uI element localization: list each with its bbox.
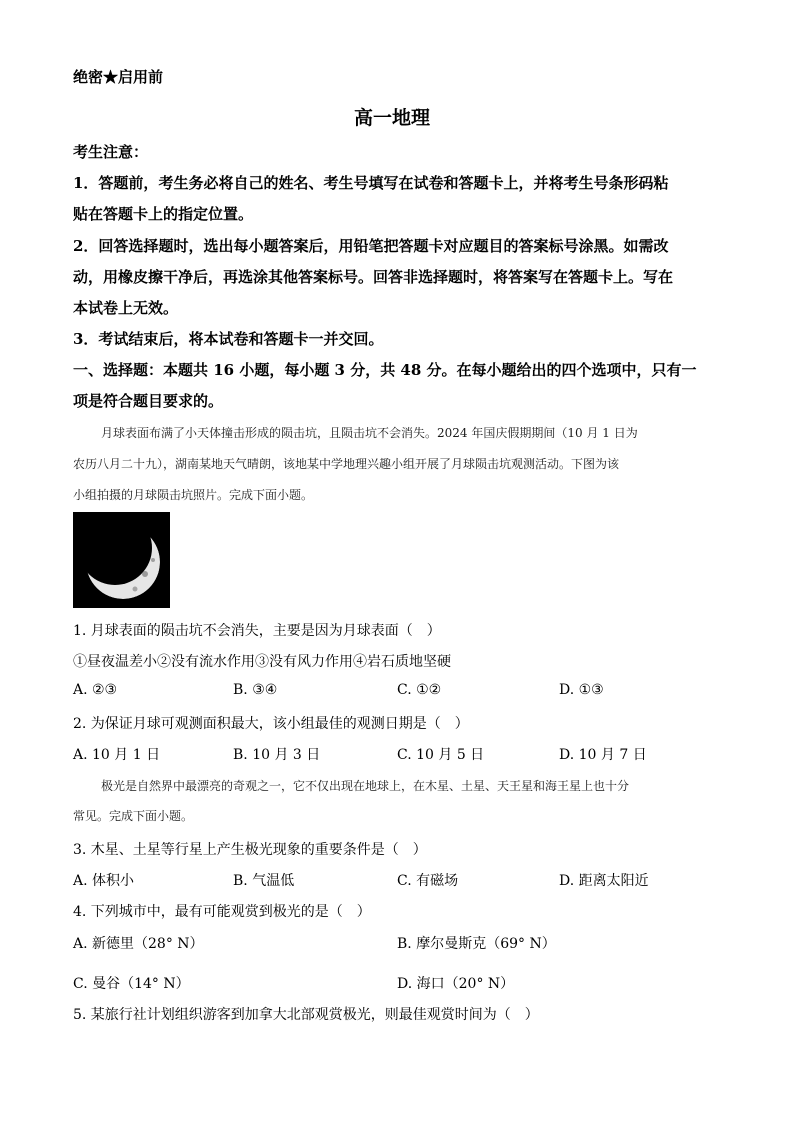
notice-item-1-line-2: 贴在答题卡上的指定位置。 — [73, 205, 254, 223]
notice-item-3: 3．考试结束后，将本试卷和答题卡一并交回。 — [73, 330, 384, 348]
question-1-option-b[interactable]: B. ③④ — [233, 682, 278, 698]
question-4-stem: 4. 下列城市中，最有可能观赏到极光的是（ ） — [73, 904, 371, 920]
question-4-option-d[interactable]: D. 海口（20° N） — [397, 976, 515, 992]
moon-crater-photo — [73, 512, 170, 608]
question-3-option-a[interactable]: A. 体积小 — [73, 873, 135, 889]
question-3-option-b[interactable]: B. 气温低 — [233, 873, 295, 889]
section-heading-line-2: 项是符合题目要求的。 — [73, 392, 224, 410]
question-4-option-b[interactable]: B. 摩尔曼斯克（69° N） — [397, 936, 556, 952]
question-1-stem: 1. 月球表面的陨击坑不会消失，主要是因为月球表面（ ） — [73, 623, 441, 639]
question-1-statements: ①昼夜温差小②没有流水作用③没有风力作用④岩石质地坚硬 — [73, 654, 451, 670]
question-2-option-c[interactable]: C. 10 月 5 日 — [397, 747, 485, 763]
question-4-option-a[interactable]: A. 新德里（28° N） — [73, 936, 204, 952]
question-4-option-c[interactable]: C. 曼谷（14° N） — [73, 976, 190, 992]
section-heading-line-1: 一、选择题：本题共 16 小题，每小题 3 分，共 48 分。在每小题给出的四个选项中，只有一 — [73, 361, 697, 379]
material-2-line-2: 常见。完成下面小题。 — [73, 809, 194, 823]
question-1-option-a[interactable]: A. ②③ — [73, 682, 118, 698]
question-2-option-d[interactable]: D. 10 月 7 日 — [559, 747, 647, 763]
page-title: 高一地理 — [354, 107, 431, 129]
question-3-option-c[interactable]: C. 有磁场 — [397, 873, 459, 889]
question-3-stem: 3. 木星、土星等行星上产生极光现象的重要条件是（ ） — [73, 842, 427, 858]
notice-item-2-line-1: 2．回答选择题时，选出每小题答案后，用铅笔把答题卡对应题目的答案标号涂黑。如需改 — [73, 237, 669, 255]
material-1-line-1: 月球表面布满了小天体撞击形成的陨击坑，且陨击坑不会消失。2024 年国庆假期期间（10 月 1 日为 — [101, 426, 638, 440]
question-2-stem: 2. 为保证月球可观测面积最大，该小组最佳的观测日期是（ ） — [73, 716, 469, 732]
notice-item-1-line-1: 1．答题前，考生务必将自己的姓名、考生号填写在试卷和答题卡上，并将考生号条形码粘 — [73, 174, 669, 192]
question-2-option-a[interactable]: A. 10 月 1 日 — [73, 747, 161, 763]
question-1-option-c[interactable]: C. ①② — [397, 682, 442, 698]
crescent-moon-icon — [73, 512, 170, 608]
question-3-option-d[interactable]: D. 距离太阳近 — [559, 873, 649, 889]
material-1-line-3: 小组拍摄的月球陨击坑照片。完成下面小题。 — [73, 488, 314, 502]
confidential-mark: 绝密★启用前 — [73, 68, 164, 86]
question-5-stem: 5. 某旅行社计划组织游客到加拿大北部观赏极光，则最佳观赏时间为（ ） — [73, 1007, 539, 1023]
notice-item-2-line-3: 本试卷上无效。 — [73, 299, 179, 317]
question-1-option-d[interactable]: D. ①③ — [559, 682, 604, 698]
question-2-option-b[interactable]: B. 10 月 3 日 — [233, 747, 321, 763]
notice-item-2-line-2: 动，用橡皮擦干净后，再选涂其他答案标号。回答非选择题时，将答案写在答题卡上。写在 — [73, 268, 674, 286]
notice-heading: 考生注意： — [73, 143, 149, 161]
material-2-line-1: 极光是自然界中最漂亮的奇观之一，它不仅出现在地球上，在木星、土星、天王星和海王星上也十分 — [101, 779, 630, 793]
material-1-line-2: 农历八月二十九），湖南某地天气晴朗，该地某中学地理兴趣小组开展了月球陨击坑观测活动。下图为该 — [73, 457, 620, 471]
